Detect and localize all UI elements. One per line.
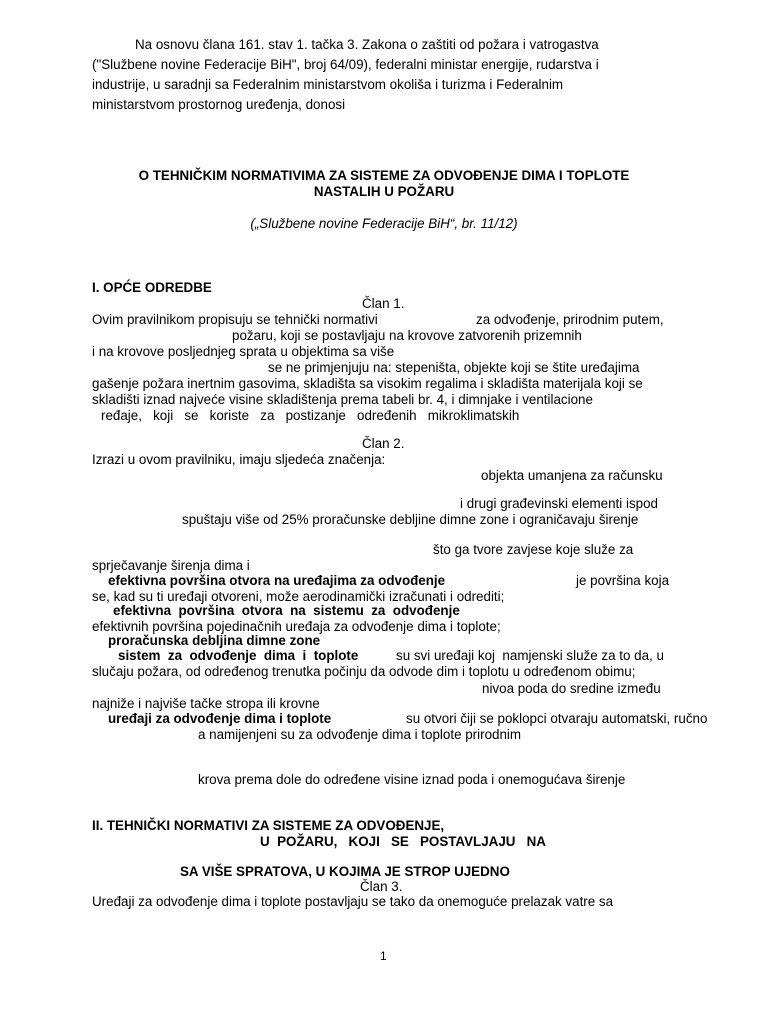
definition-term: efektivna površina otvora na sistemu za odvođenje [113,603,460,618]
definition-term: uređaji za odvođenje dima i toplote [108,711,332,726]
definition-term: sistem za odvođenje dima i toplote [118,648,359,663]
clan-2-line: su otvori čiji se poklopci otvaraju automatski, ručno [406,711,708,726]
clan-2-line: krova prema dole do određene visine iznad poda i onemogućava širenje [198,772,626,787]
clan-2-line: su svi uređaji koj namjenski služe za to da, u [396,648,664,663]
document-title-line-1: O TEHNIČKIM NORMATIVIMA ZA SISTEME ZA ODVOĐENJE DIMA I TOPLOTE [138,168,630,183]
section-2-heading-line-1: II. TEHNIČKI NORMATIVI ZA SISTEME ZA ODVOĐENJE, [92,818,445,833]
page-number: 1 [380,949,387,963]
clan-2-line: nivoa poda do sredine između [482,681,661,696]
clan-2-line: najniže i najviše tačke stropa ili krovne [92,696,320,711]
clan-2-line: je površina koja [576,573,670,588]
clan-2-line: se, kad su ti uređaji otvoreni, može aerodinamički izračunati i odrediti; [92,589,505,604]
clan-1-line: gašenje požara inertnim gasovima, skladišta sa visokim regalima i skladišta materijala koji se [92,376,643,391]
intro-line-4: ministarstvom prostornog uređenja, donosi [92,97,346,112]
clan-2-line: Izrazi u ovom pravilniku, imaju sljedeća značenja: [92,452,386,467]
clan-2-line: a namijenjeni su za odvođenje dima i toplote prirodnim [198,727,522,742]
clan-1-line: se ne primjenjuju na: stepeništa, objekte koji se štite uređajima [268,360,640,375]
document-source: („Službene novine Federacije BiH“, br. 11/12) [250,216,518,231]
section-2-heading-line-2: U POŽARU, KOJI SE POSTAVLJAJU NA [260,834,546,849]
clan-1-line: Ovim pravilnikom propisuju se tehnički normativi [92,312,378,327]
clan-1-line: ređaje, koji se koriste za postizanje određenih mikroklimatskih [101,408,520,423]
intro-line-3: industrije, u saradnji sa Federalnim ministarstvom okoliša i turizma i Federalnim [92,77,564,92]
clan-2-line: što ga tvore zavjese koje služe za [433,542,634,557]
clan-1-line: požaru, koji se postavljaju na krovove zatvorenih prizemnih [232,328,582,343]
clan-2-line: i drugi građevinski elementi ispod [460,496,658,511]
section-2-heading-line-3: SA VIŠE SPRATOVA, U KOJIMA JE STROP UJEDNO [180,864,510,879]
document-title-line-2: NASTALIH U POŽARU [313,184,455,199]
definition-term: efektivna površina otvora na uređajima za odvođenje [108,573,446,588]
clan-1-line: za odvođenje, prirodnim putem, [476,312,664,327]
section-1-heading: I. OPĆE ODREDBE [92,280,212,295]
clan-2-line: spuštaju više od 25% proračunske debljine dimne zone i ograničavaju širenje [182,512,639,527]
clan-2-line: slučaju požara, od određenog trenutka počinju da odvode dim i toplotu u određenom obimu; [92,664,636,679]
clan-2-line: efektivnih površina pojedinačnih uređaja za odvođenje dima i toplote; [92,619,501,634]
clan-3-heading: Član 3. [360,879,403,894]
intro-line-2: ("Službene novine Federacije BiH", broj 64/09), federalni ministar energije, rudarstva i [92,57,599,72]
clan-3-line: Uređaji za odvođenje dima i toplote postavljaju se tako da onemoguće prelazak vatre sa [92,894,614,909]
clan-1-line: i na krovove posljednjeg sprata u objektima sa više [92,344,395,359]
clan-2-line: sprječavanje širenja dima i [92,558,250,573]
clan-1-line: skladišti iznad najveće visine skladištenja prema tabeli br. 4, i dimnjake i ventilacione [92,392,593,407]
clan-1-heading: Član 1. [362,296,405,311]
definition-term: proračunska debljina dimne zone [108,633,321,648]
intro-line-1: Na osnovu člana 161. stav 1. tačka 3. Zakona o zaštiti od požara i vatrogastva [135,37,599,52]
clan-2-heading: Član 2. [362,436,405,451]
clan-2-line: objekta umanjena za računsku [481,468,663,483]
